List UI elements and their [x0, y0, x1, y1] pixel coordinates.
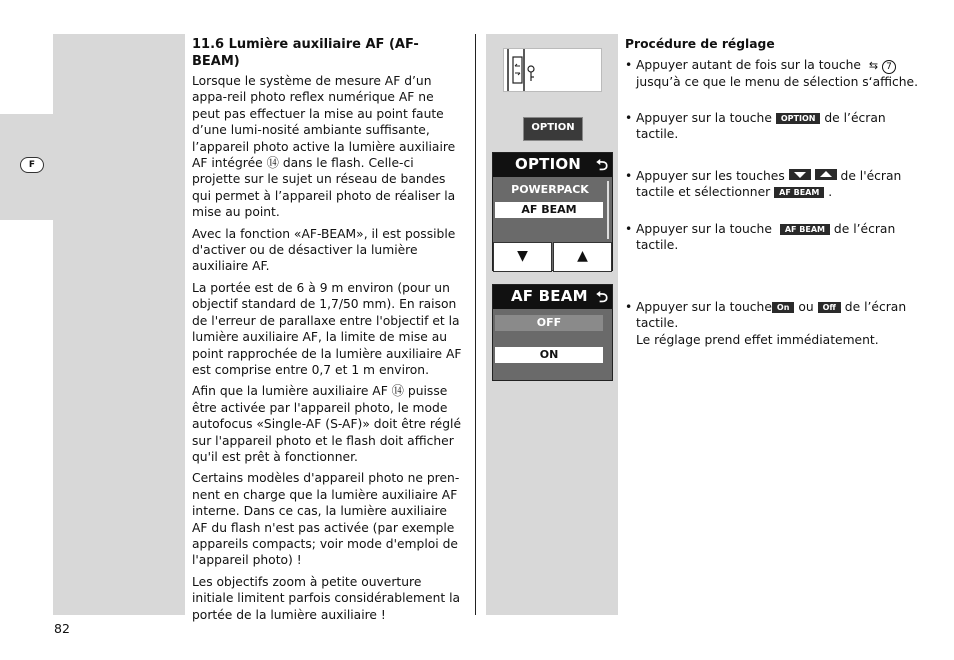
left-margin-panel — [53, 34, 185, 615]
screen-title: OPTION — [515, 155, 582, 173]
page-number: 82 — [54, 621, 70, 636]
paragraph: Les objectifs zoom à petite ouverture initiale limitent parfois considérablement la portée de la lumière auxiliaire ! — [192, 574, 461, 622]
paragraph: Afin que la lumière auxiliaire AF ⑭ puisse être activée par l'appareil photo, le mode autofocus «Single-AF (S-AF)» doit être réglé sur l'appareil photo et le flash doit afficher qu'il est prêt à fonctionner. — [192, 384, 462, 464]
step-4: • Appuyer sur la touche AF BEAM de l’écran tactile. — [625, 221, 926, 254]
option-off[interactable]: OFF — [495, 315, 603, 331]
option-touch-key[interactable]: OPTION — [523, 117, 583, 141]
down-arrow-icon — [789, 169, 811, 180]
screen-title-bar — [493, 153, 612, 177]
step-1: • Appuyer autant de fois sur la touche ⇆ 7 jusqu’à ce que le menu de sélection s‘affiche. — [625, 57, 926, 91]
flash-mode-button-illustration — [503, 48, 602, 92]
up-arrow-icon — [815, 169, 837, 180]
af-beam-chip: AF BEAM — [780, 224, 830, 235]
off-chip: Off — [818, 302, 841, 313]
option-chip: OPTION — [776, 113, 821, 124]
section-body — [192, 36, 464, 628]
reference-number: 7 — [882, 60, 896, 74]
step-2: • Appuyer sur la touche OPTION de l’écran tactile. — [625, 110, 926, 143]
procedure-column — [625, 36, 925, 347]
option-on[interactable]: ON — [495, 347, 603, 363]
paragraph: Avec la fonction «AF-BEAM», il est possible d'activer ou de désactiver la lumière auxiliaire AF. — [192, 226, 456, 274]
screen-title-bar — [493, 285, 612, 309]
screen-title: AF BEAM — [511, 287, 588, 305]
scrollbar[interactable] — [607, 181, 609, 239]
column-divider — [475, 34, 476, 615]
af-beam-screen — [492, 284, 613, 381]
step-5: • Appuyer sur la touche On ou Off de l’écran tactile. Le réglage prend effet immédiatement. — [625, 299, 926, 348]
menu-item-af-beam[interactable]: AF BEAM — [495, 202, 603, 218]
step-3: • Appuyer sur les touches de l'écran tactile et sélectionner AF BEAM . — [625, 168, 926, 201]
section-title: 11.6 Lumière auxiliaire AF (AF-BEAM) — [192, 37, 419, 69]
procedure-title: Procédure de réglage — [625, 37, 775, 51]
back-arrow-icon[interactable]: ⮌ — [595, 156, 608, 174]
on-chip: On — [772, 302, 795, 313]
option-menu-screen — [492, 152, 613, 271]
back-arrow-icon[interactable]: ⮌ — [595, 288, 608, 306]
scroll-up-button[interactable]: ▲ — [553, 242, 612, 272]
mode-button-icon — [504, 49, 601, 91]
paragraph: Certains modèles d'appareil photo ne pren-nent en charge que la lumière auxiliaire AF interne. Dans ce cas, la lumière auxiliaire AF du flash n'est pas activée (par exemple appareils compacts; voir mode d'emploi de l'appareil photo) ! — [192, 471, 460, 568]
af-beam-chip: AF BEAM — [774, 187, 824, 198]
scroll-down-button[interactable]: ▼ — [493, 242, 552, 272]
paragraph: Lorsque le système de mesure AF d’un appa-reil photo reflex numérique AF ne peut pas effectuer la mise au point faute d’une lumi-nosité ambiante suffisante, l’appareil photo active la lumière auxiliaire AF intégrée ⑭ dans le flash. Celle-ci projette sur le sujet un réseau de bandes qui permet à l’appareil photo de réaliser la mise au point. — [192, 74, 456, 220]
language-badge: F — [20, 157, 44, 173]
menu-item-powerpack[interactable]: POWERPACK — [511, 183, 589, 196]
mode-switch-icon: ⇆ — [868, 59, 879, 72]
paragraph: La portée est de 6 à 9 m environ (pour un objectif standard de 1,7/50 mm). En raison de l'erreur de parallaxe entre l'objectif et la lumière auxiliaire AF, la limite de mise au point rapprochée de la lumière auxiliaire AF est comprise entre 0,7 et 1 m environ. — [192, 280, 462, 377]
